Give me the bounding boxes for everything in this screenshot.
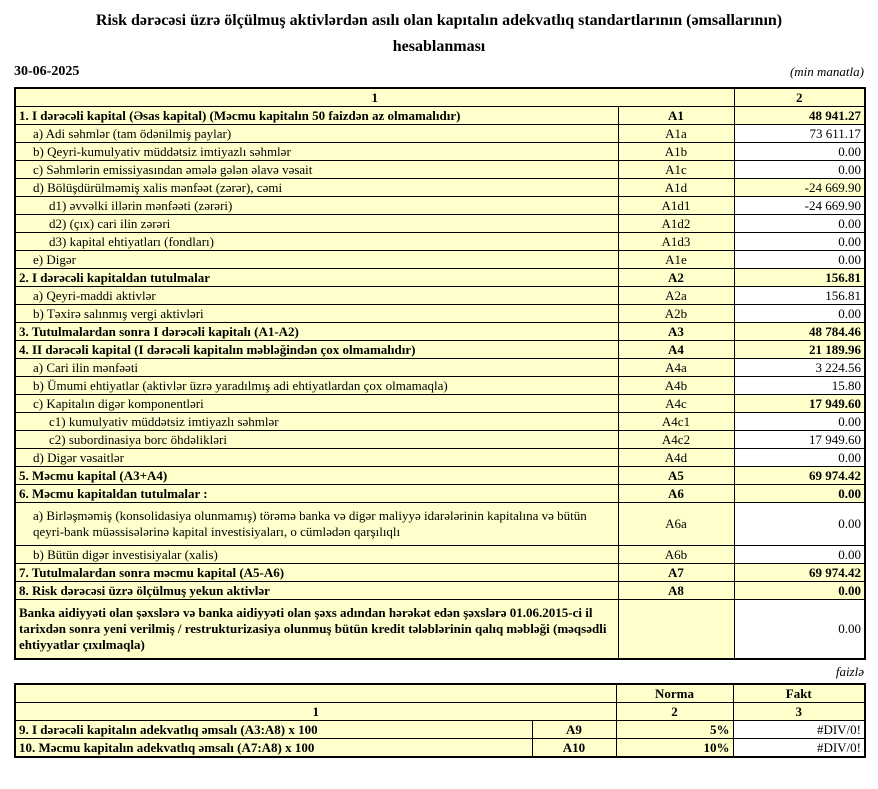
row-value: 17 949.60 [734,431,865,449]
row-code [618,600,734,660]
row-value: 48 784.46 [734,323,865,341]
row-code: A4c2 [618,431,734,449]
row-description: a) Qeyri-maddi aktivlər [15,287,618,305]
row-description: 2. I dərəcəli kapitaldan tutulmalar [15,269,618,287]
adequacy-table-row [15,721,865,739]
row-code: A7 [618,564,734,582]
row-description: d3) kapital ehtiyatları (fondları) [15,233,618,251]
row-value: 0.00 [734,143,865,161]
row-value: -24 669.90 [734,197,865,215]
capital-table-row [15,449,865,467]
row-description: e) Digər [15,251,618,269]
row-code: A4a [618,359,734,377]
row-description: d) Bölüşdürülməmiş xalis mənfəət (zərər), cəmi [15,179,618,197]
adequacy-header-empty [15,684,616,703]
row-code: A2b [618,305,734,323]
capital-table-row [15,251,865,269]
capital-table-row [15,233,865,251]
percent-note: faizlə [835,664,864,679]
row-code: A8 [618,582,734,600]
ratio-description: 10. Məcmu kapitalın adekvatlıq əmsalı (A7:A8) x 100 [15,739,532,758]
ratio-description: 9. I dərəcəli kapitalın adekvatlıq əmsalı (A3:A8) x 100 [15,721,532,739]
row-code: A2 [618,269,734,287]
ratio-norma-value: 10% [616,739,733,758]
ratio-fakt-value: #DIV/0! [733,721,865,739]
ratio-code: A9 [532,721,616,739]
row-description: 8. Risk dərəcəsi üzrə ölçülmuş yekun aktivlər [15,582,618,600]
capital-table-row [15,546,865,564]
row-description: 4. II dərəcəli kapital (I dərəcəli kapitalın məbləğindən çox olmamalıdır) [15,341,618,359]
row-code: A6 [618,485,734,503]
capital-table-row [15,564,865,582]
row-code: A1d1 [618,197,734,215]
row-value: 21 189.96 [734,341,865,359]
capital-table-row [15,431,865,449]
row-value: 0.00 [734,251,865,269]
row-code: A4b [618,377,734,395]
row-value: 0.00 [734,161,865,179]
capital-table [14,87,866,660]
row-code: A4c [618,395,734,413]
capital-table-row [15,600,865,660]
report-date: 30-06-2025 [14,64,80,79]
capital-table-row [15,107,865,125]
row-description: 7. Tutulmalardan sonra məcmu kapital (A5-A6) [15,564,618,582]
row-value: 0.00 [734,503,865,546]
row-description: b) Bütün digər investisiyalar (xalis) [15,546,618,564]
capital-table-row [15,323,865,341]
row-code: A1 [618,107,734,125]
row-code: A4c1 [618,413,734,431]
row-code: A5 [618,467,734,485]
capital-table-row [15,161,865,179]
capital-table-row [15,485,865,503]
capital-table-row [15,503,865,546]
row-code: A4d [618,449,734,467]
row-code: A1d3 [618,233,734,251]
row-value: 73 611.17 [734,125,865,143]
row-description: b) Təxirə salınmış vergi aktivləri [15,305,618,323]
capital-table-row [15,359,865,377]
row-description: 1. I dərəcəli kapital (Əsas kapital) (Məcmu kapitalın 50 faizdən az olmamalıdır) [15,107,618,125]
row-description: d2) (çıx) cari ilin zərəri [15,215,618,233]
meta-row [14,64,864,80]
row-value: 156.81 [734,269,865,287]
page-title-line2: hesablanması [392,38,486,55]
row-value: 0.00 [734,233,865,251]
row-code: A1c [618,161,734,179]
capital-table-row [15,179,865,197]
capital-col2-header: 2 [734,88,865,107]
capital-table-row [15,305,865,323]
row-description: b) Qeyri-kumulyativ müddətsiz imtiyazlı səhmlər [15,143,618,161]
row-value: 0.00 [734,305,865,323]
row-description: 6. Məcmu kapitaldan tutulmalar : [15,485,618,503]
adequacy-table [14,683,866,758]
page-title-line1: Risk dərəcəsi üzrə ölçülmuş aktivlərdən asılı olan kapıtalın adekvatlıq standartlarının (əmsallarının) [95,12,783,29]
capital-table-row [15,215,865,233]
capital-table-row [15,377,865,395]
row-description: 5. Məcmu kapital (A3+A4) [15,467,618,485]
row-code: A6b [618,546,734,564]
row-code: A6a [618,503,734,546]
capital-table-header-row [15,88,865,107]
row-description: c) Səhmlərin emissiyasından əmələ gələn əlavə vəsait [15,161,618,179]
row-description: c1) kumulyativ müddətsiz imtiyazlı səhmlər [15,413,618,431]
row-value: 0.00 [734,449,865,467]
row-description: d1) əvvəlki illərin mənfəəti (zərəri) [15,197,618,215]
capital-table-row [15,269,865,287]
row-value: 0.00 [734,485,865,503]
row-value: 15.80 [734,377,865,395]
capital-table-row [15,467,865,485]
row-description: c) Kapitalın digər komponentləri [15,395,618,413]
adequacy-col3-header: 3 [733,703,865,721]
row-description: d) Digər vəsaitlər [15,449,618,467]
row-description: Banka aidiyyəti olan şəxslərə və banka aidiyyəti olan şəxs adından hərəkət edən şəxslərə 01.06.2015-ci il tarixdən sonra yeni verilmiş / restrukturizasiya olunmuş bütün kredit tələblərinin qalıq məbləği (məqsədli ehtiyyatlar çıxılmaqla) [15,600,618,660]
row-value: -24 669.90 [734,179,865,197]
capital-table-row [15,125,865,143]
row-description: a) Cari ilin mənfəəti [15,359,618,377]
capital-table-row [15,341,865,359]
row-code: A1d [618,179,734,197]
capital-table-row [15,287,865,305]
row-code: A2a [618,287,734,305]
adequacy-header-row-labels [15,684,865,703]
norma-column-header: Norma [616,684,733,703]
row-code: A1b [618,143,734,161]
row-description: b) Ümumi ehtiyatlar (aktivlər üzrə yaradılmış adi ehtiyatlardan çox olmamaqla) [15,377,618,395]
row-value: 0.00 [734,546,865,564]
row-code: A1d2 [618,215,734,233]
adequacy-header-row-numbers [15,703,865,721]
row-description: 3. Tutulmalardan sonra I dərəcəli kapitalı (A1-A2) [15,323,618,341]
adequacy-col2-header: 2 [616,703,733,721]
row-value: 48 941.27 [734,107,865,125]
capital-table-row [15,413,865,431]
capital-table-row [15,582,865,600]
capital-table-row [15,143,865,161]
row-description: a) Adi səhmlər (tam ödənilmiş paylar) [15,125,618,143]
row-value: 69 974.42 [734,467,865,485]
row-code: A4 [618,341,734,359]
row-value: 156.81 [734,287,865,305]
row-value: 0.00 [734,600,865,660]
row-code: A1e [618,251,734,269]
row-value: 0.00 [734,215,865,233]
capital-table-row [15,197,865,215]
capital-col1-header: 1 [15,88,734,107]
row-code: A1a [618,125,734,143]
row-value: 3 224.56 [734,359,865,377]
row-description: c2) subordinasiya borc öhdəlikləri [15,431,618,449]
ratio-code: A10 [532,739,616,758]
ratio-fakt-value: #DIV/0! [733,739,865,758]
fakt-column-header: Fakt [733,684,865,703]
row-value: 0.00 [734,582,865,600]
row-value: 17 949.60 [734,395,865,413]
page-title [0,0,878,60]
unit-note: (min manatla) [789,64,864,79]
row-value: 69 974.42 [734,564,865,582]
row-description: a) Birləşməmiş (konsolidasiya olunmamış) törəmə banka və digər maliyyə idarələrinin kapitalına və bütün qeyri-bank müəssisələrinə kapital investisiyaları, o cümlədən qarşılıqlı [15,503,618,546]
capital-table-row [15,395,865,413]
row-value: 0.00 [734,413,865,431]
row-code: A3 [618,323,734,341]
adequacy-table-row [15,739,865,758]
ratio-norma-value: 5% [616,721,733,739]
adequacy-col1-header: 1 [15,703,616,721]
